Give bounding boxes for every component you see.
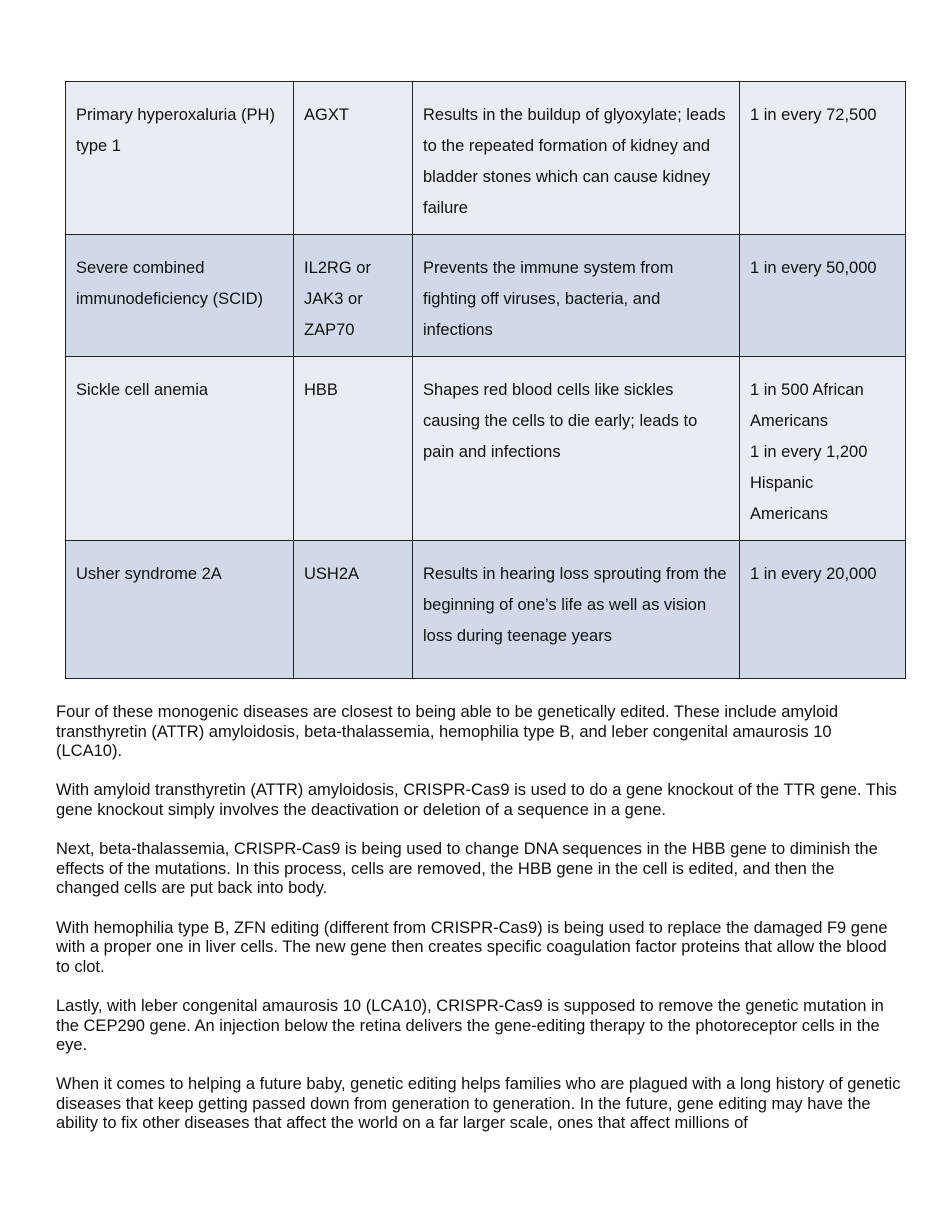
disease-cell: Usher syndrome 2A bbox=[66, 541, 294, 679]
table-row bbox=[66, 541, 906, 679]
prevalence-cell bbox=[740, 82, 906, 235]
paragraph: Four of these monogenic diseases are closest to being able to be genetically edited. These include amyloid transthyretin (ATTR) amyloidosis, beta-thalassemia, hemophilia type B, and leber congenital amaurosis 10 (LCA10). bbox=[56, 703, 839, 761]
gene-cell: HBB bbox=[294, 357, 413, 541]
disease-cell: Severe combined immunodeficiency (SCID) bbox=[66, 235, 294, 357]
effect-cell: Results in the buildup of glyoxylate; leads to the repeated formation of kidney and bladder stones which can cause kidney failure bbox=[413, 82, 740, 235]
gene-cell: USH2A bbox=[294, 541, 413, 679]
paragraph: With amyloid transthyretin (ATTR) amyloidosis, CRISPR-Cas9 is used to do a gene knockout of the TTR gene. This gene knockout simply involves the deactivation or deletion of a sequence in a gene. bbox=[56, 781, 897, 819]
paragraph: Lastly, with leber congenital amaurosis 10 (LCA10), CRISPR-Cas9 is supposed to remove the genetic mutation in the CEP290 gene. An injection below the retina delivers the gene-editing therapy to the photoreceptor cells in the eye. bbox=[56, 996, 884, 1055]
gene-cell: IL2RG or JAK3 or ZAP70 bbox=[294, 235, 413, 357]
gene-cell: AGXT bbox=[294, 82, 413, 235]
effect-cell: Shapes red blood cells like sickles causing the cells to die early; leads to pain and infections bbox=[413, 357, 740, 541]
prevalence-cell bbox=[740, 357, 906, 541]
paragraph: Next, beta-thalassemia, CRISPR-Cas9 is being used to change DNA sequences in the HBB gene to diminish the effects of the mutations. In this process, cells are removed, the HBB gene in the cell is edited, and then the changed cells are put back into body. bbox=[56, 840, 878, 898]
table-row bbox=[66, 357, 906, 541]
effect-cell: Results in hearing loss sprouting from the beginning of one’s life as well as vision loss during teenage years bbox=[413, 541, 740, 679]
disease-cell: Sickle cell anemia bbox=[66, 357, 294, 541]
prevalence-line: 1 in every 1,200 Hispanic Americans bbox=[750, 443, 868, 523]
prevalence-line: 1 in every 20,000 bbox=[750, 565, 877, 583]
table-row bbox=[66, 82, 906, 235]
table-row bbox=[66, 235, 906, 357]
prevalence-cell bbox=[740, 235, 906, 357]
paragraph: With hemophilia type B, ZFN editing (different from CRISPR-Cas9) is being used to replace the damaged F9 gene with a proper one in liver cells. The new gene then creates specific coagulation factor proteins that allow the blood to clot. bbox=[56, 918, 888, 976]
prevalence-cell bbox=[740, 541, 906, 679]
body-text bbox=[56, 703, 901, 1154]
effect-cell: Prevents the immune system from fighting off viruses, bacteria, and infections bbox=[413, 235, 740, 357]
disease-cell: Primary hyperoxaluria (PH) type 1 bbox=[66, 82, 294, 235]
prevalence-line: 1 in every 72,500 bbox=[750, 106, 877, 124]
disease-table bbox=[65, 81, 906, 679]
prevalence-line: 1 in 500 African Americans bbox=[750, 381, 864, 430]
prevalence-line: 1 in every 50,000 bbox=[750, 259, 877, 277]
paragraph: When it comes to helping a future baby, genetic editing helps families who are plagued with a long history of genetic diseases that keep getting passed down from generation to generation. In the future, gene editing may have the ability to fix other diseases that affect the world on a far larger scale, ones that affect millions of bbox=[56, 1075, 901, 1133]
